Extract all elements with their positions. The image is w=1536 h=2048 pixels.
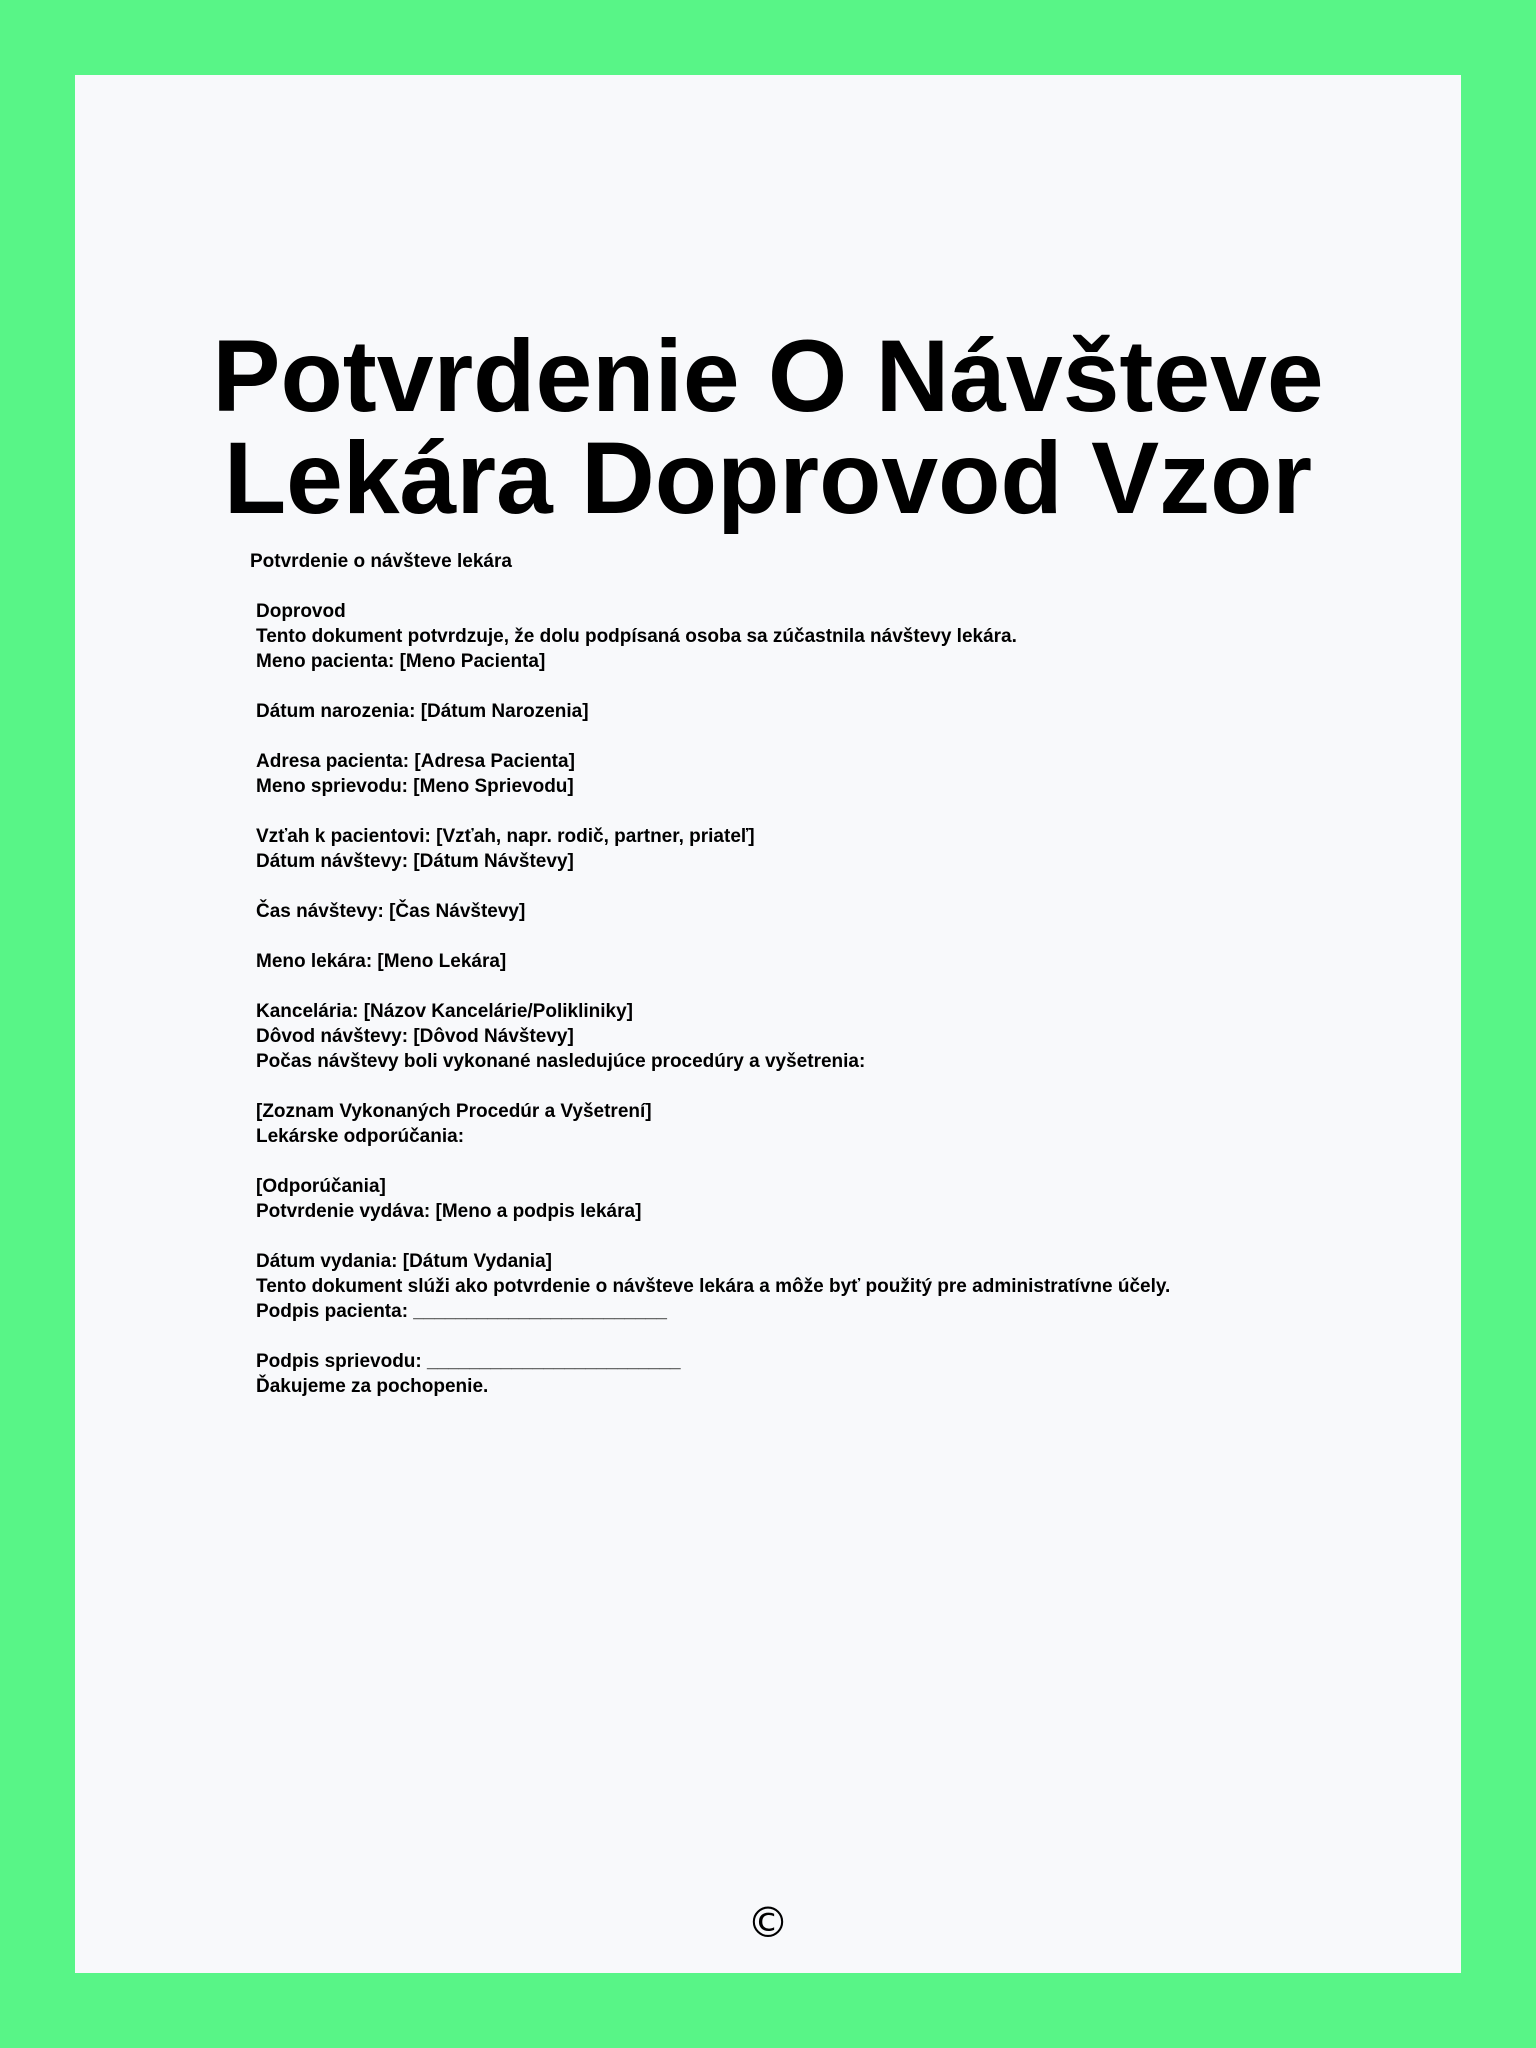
spacer	[250, 1224, 1350, 1249]
patient-address-field: Adresa pacienta: [Adresa Pacienta]	[256, 751, 575, 772]
issued-by-field: Potvrdenie vydáva: [Meno a podpis lekára]	[256, 1201, 642, 1222]
spacer	[250, 874, 1350, 899]
companion-signature-line: Podpis sprievodu: ________________________	[256, 1351, 681, 1372]
spacer	[250, 799, 1350, 824]
purpose-text: Tento dokument slúži ako potvrdenie o návšteve lekára a môže byť použitý pre administratívne účely.	[256, 1276, 1171, 1297]
closing-text: Ďakujeme za pochopenie.	[256, 1376, 489, 1397]
spacer	[250, 974, 1350, 999]
visit-reason-field: Dôvod návštevy: [Dôvod Návštevy]	[256, 1026, 574, 1047]
document-subheading: Doprovod	[256, 601, 346, 622]
spacer	[250, 924, 1350, 949]
copyright-icon: ©	[747, 1898, 789, 1947]
intro-text: Tento dokument potvrdzuje, že dolu podpísaná osoba sa zúčastnila návštevy lekára.	[256, 626, 1017, 647]
spacer	[250, 574, 1350, 599]
page-title	[75, 319, 1461, 535]
issue-date-field: Dátum vydania: [Dátum Vydania]	[256, 1251, 552, 1272]
patient-name-field: Meno pacienta: [Meno Pacienta]	[256, 651, 546, 672]
recommendations-field: [Odporúčania]	[256, 1176, 386, 1197]
office-field: Kancelária: [Názov Kancelárie/Polikliniky]	[256, 1001, 633, 1022]
recommendations-label: Lekárske odporúčania:	[256, 1126, 465, 1147]
page-title-line-2: Lekára Doprovod Vzor	[223, 421, 1313, 535]
companion-name-field: Meno sprievodu: [Meno Sprievodu]	[256, 776, 574, 797]
document-sheet	[75, 75, 1461, 1973]
document-heading: Potvrdenie o návšteve lekára	[250, 551, 512, 572]
doctor-name-field: Meno lekára: [Meno Lekára]	[256, 951, 507, 972]
document-body	[250, 549, 1350, 1399]
patient-signature-line: Podpis pacienta: ________________________	[256, 1301, 667, 1322]
visit-date-field: Dátum návštevy: [Dátum Návštevy]	[256, 851, 574, 872]
visit-time-field: Čas návštevy: [Čas Návštevy]	[256, 901, 526, 922]
spacer	[250, 1149, 1350, 1174]
birth-date-field: Dátum narozenia: [Dátum Narozenia]	[256, 701, 589, 722]
spacer	[250, 674, 1350, 699]
spacer	[250, 724, 1350, 749]
procedures-list: [Zoznam Vykonaných Procedúr a Vyšetrení]	[256, 1101, 652, 1122]
relationship-field: Vzťah k pacientovi: [Vzťah, napr. rodič, partner, priateľ]	[256, 826, 755, 847]
spacer	[250, 1324, 1350, 1349]
page-title-line-1: Potvrdenie O Návšteve	[212, 319, 1324, 433]
procedures-intro: Počas návštevy boli vykonané nasledujúce procedúry a vyšetrenia:	[256, 1051, 866, 1072]
spacer	[250, 1074, 1350, 1099]
